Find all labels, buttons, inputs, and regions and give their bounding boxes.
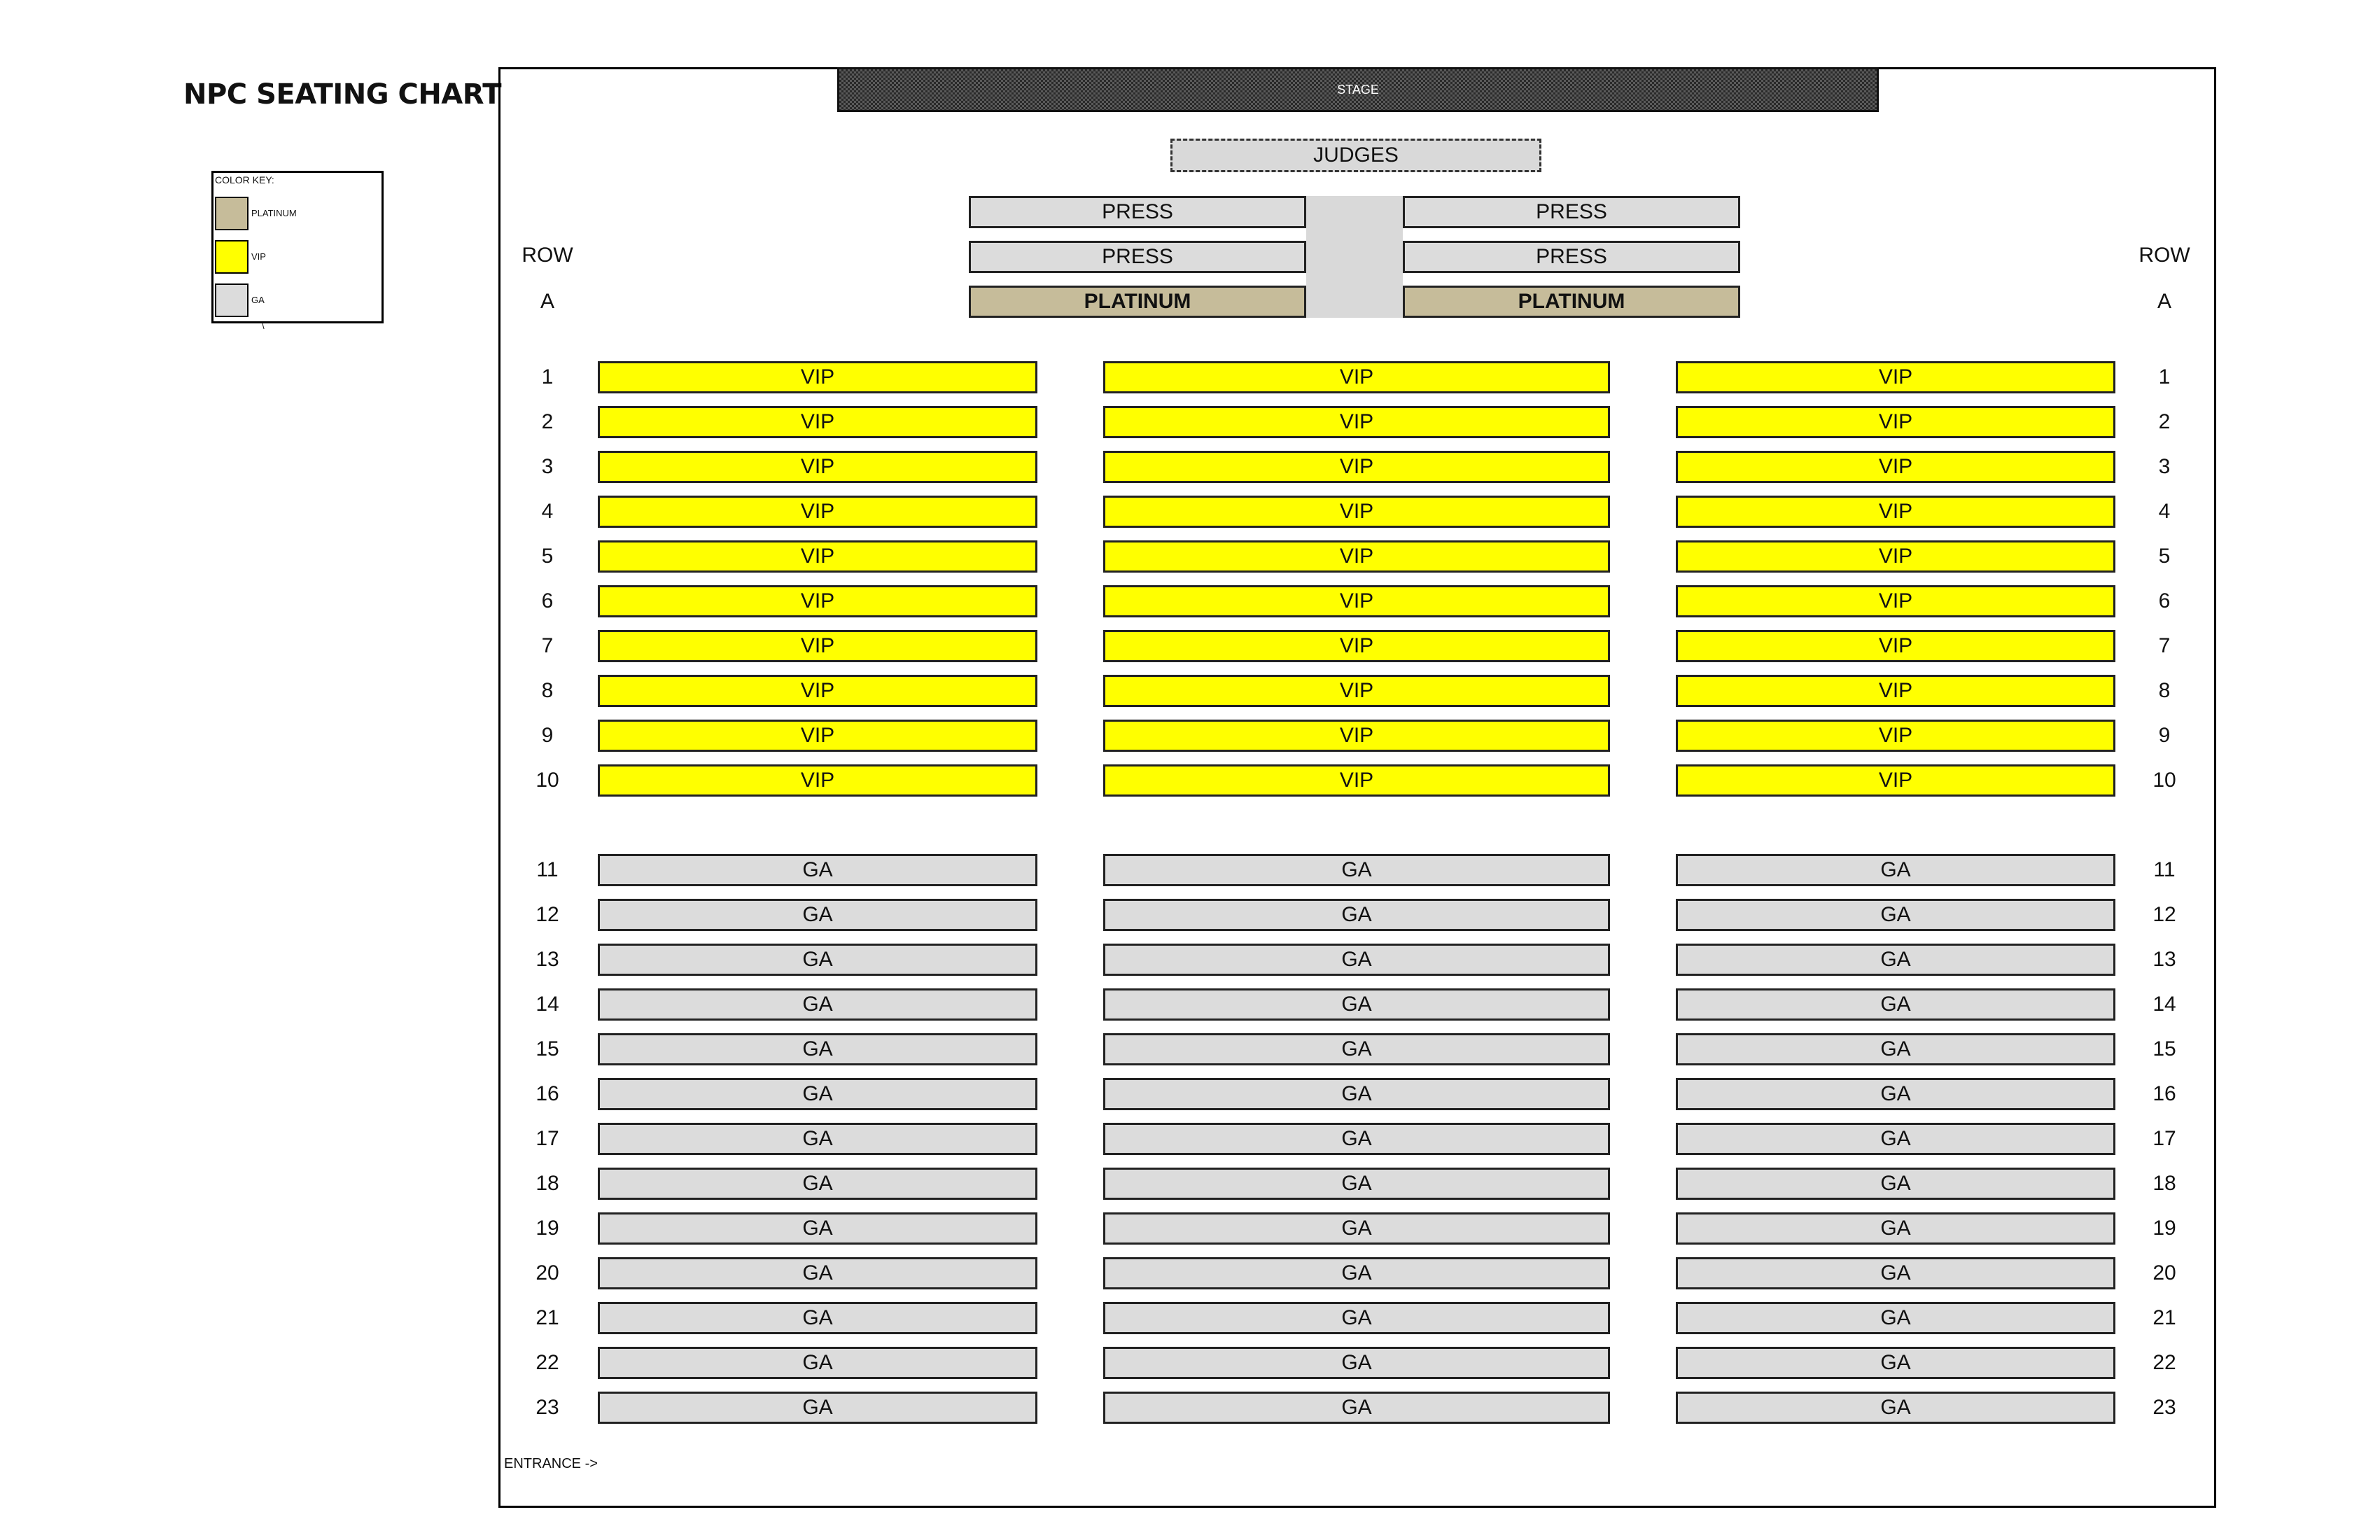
row-label-left: 5 (541, 545, 554, 568)
row-label-right: 7 (2158, 634, 2171, 657)
row-label-right: 3 (2158, 455, 2171, 478)
stage: STAGE (837, 67, 1879, 112)
row-label-right: 8 (2158, 679, 2171, 702)
ga-section-left[interactable]: GA (598, 1257, 1037, 1289)
row-label-left: 4 (541, 500, 554, 523)
row-label-right: 21 (2152, 1306, 2176, 1329)
page-title: NPC SEATING CHART (183, 78, 502, 111)
key-tick-mark: \ (262, 321, 265, 331)
ga-section-center[interactable]: GA (1103, 1392, 1610, 1424)
row-label-right: 13 (2152, 948, 2176, 971)
row-label-right: 16 (2152, 1082, 2176, 1105)
vip-section-right[interactable]: VIP (1676, 406, 2115, 438)
vip-section-center[interactable]: VIP (1103, 585, 1610, 617)
row-label-right: 17 (2152, 1127, 2176, 1150)
ga-section-right[interactable]: GA (1676, 944, 2115, 976)
entrance-label: ENTRANCE -> (504, 1456, 598, 1471)
ga-section-center[interactable]: GA (1103, 1347, 1610, 1379)
row-label-left: 14 (536, 993, 559, 1016)
vip-section-right[interactable]: VIP (1676, 720, 2115, 752)
row-label-right: 6 (2158, 589, 2171, 612)
row-label-right: 4 (2158, 500, 2171, 523)
ga-section-center[interactable]: GA (1103, 1078, 1610, 1110)
press-section-right-2[interactable]: PRESS (1403, 241, 1740, 273)
row-label-a-left: A (540, 290, 554, 313)
ga-section-right[interactable]: GA (1676, 1078, 2115, 1110)
row-header-left: ROW (522, 244, 573, 267)
ga-section-right[interactable]: GA (1676, 1392, 2115, 1424)
ga-section-right[interactable]: GA (1676, 1033, 2115, 1065)
ga-section-left[interactable]: GA (598, 1212, 1037, 1245)
ga-key-label: GA (251, 295, 265, 305)
ga-section-left[interactable]: GA (598, 1302, 1037, 1334)
row-label-left: 19 (536, 1217, 559, 1240)
row-label-right: 15 (2152, 1037, 2176, 1060)
vip-section-center[interactable]: VIP (1103, 540, 1610, 573)
vip-section-left[interactable]: VIP (598, 764, 1037, 797)
press-section-left-2[interactable]: PRESS (969, 241, 1306, 273)
vip-section-left[interactable]: VIP (598, 720, 1037, 752)
press-section-right-1[interactable]: PRESS (1403, 196, 1740, 228)
ga-section-center[interactable]: GA (1103, 899, 1610, 931)
row-label-left: 13 (536, 948, 559, 971)
color-key-title: COLOR KEY: (215, 174, 274, 186)
row-label-right: 2 (2158, 410, 2171, 433)
ga-section-left[interactable]: GA (598, 988, 1037, 1021)
platinum-key-label: PLATINUM (251, 208, 297, 218)
vip-section-right[interactable]: VIP (1676, 451, 2115, 483)
row-label-right: 18 (2152, 1172, 2176, 1195)
ga-section-center[interactable]: GA (1103, 1212, 1610, 1245)
row-label-left: 23 (536, 1396, 559, 1419)
row-label-left: 16 (536, 1082, 559, 1105)
vip-section-center[interactable]: VIP (1103, 361, 1610, 393)
row-label-left: 10 (536, 769, 559, 792)
vip-section-right[interactable]: VIP (1676, 540, 2115, 573)
ga-section-right[interactable]: GA (1676, 1347, 2115, 1379)
ga-section-right[interactable]: GA (1676, 899, 2115, 931)
ga-section-center[interactable]: GA (1103, 1302, 1610, 1334)
row-label-right: 11 (2153, 858, 2176, 881)
vip-section-center[interactable]: VIP (1103, 451, 1610, 483)
ga-section-center[interactable]: GA (1103, 1168, 1610, 1200)
row-label-right: 1 (2158, 365, 2171, 388)
ga-section-center[interactable]: GA (1103, 944, 1610, 976)
row-label-left: 2 (541, 410, 554, 433)
vip-section-left[interactable]: VIP (598, 540, 1037, 573)
platinum-section-right[interactable]: PLATINUM (1403, 286, 1740, 318)
row-label-right: 5 (2158, 545, 2171, 568)
vip-key-label: VIP (251, 251, 266, 262)
vip-section-left[interactable]: VIP (598, 630, 1037, 662)
vip-section-center[interactable]: VIP (1103, 720, 1610, 752)
row-label-left: 17 (536, 1127, 559, 1150)
vip-section-right[interactable]: VIP (1676, 675, 2115, 707)
row-label-right: 19 (2152, 1217, 2176, 1240)
press-section-left-1[interactable]: PRESS (969, 196, 1306, 228)
vip-section-center[interactable]: VIP (1103, 764, 1610, 797)
ga-section-left[interactable]: GA (598, 1123, 1037, 1155)
ga-section-right[interactable]: GA (1676, 1257, 2115, 1289)
vip-section-right[interactable]: VIP (1676, 630, 2115, 662)
vip-section-left[interactable]: VIP (598, 451, 1037, 483)
vip-swatch (215, 240, 248, 274)
vip-section-left[interactable]: VIP (598, 496, 1037, 528)
ga-section-left[interactable]: GA (598, 854, 1037, 886)
ga-section-right[interactable]: GA (1676, 1123, 2115, 1155)
row-label-right: 22 (2152, 1351, 2176, 1374)
vip-section-left[interactable]: VIP (598, 675, 1037, 707)
row-label-left: 21 (536, 1306, 559, 1329)
vip-section-center[interactable]: VIP (1103, 675, 1610, 707)
row-header-right: ROW (2138, 244, 2190, 267)
ga-section-left[interactable]: GA (598, 1347, 1037, 1379)
row-label-left: 15 (536, 1037, 559, 1060)
row-label-a-right: A (2157, 290, 2171, 313)
vip-section-right[interactable]: VIP (1676, 361, 2115, 393)
ga-section-center[interactable]: GA (1103, 988, 1610, 1021)
platinum-section-left[interactable]: PLATINUM (969, 286, 1306, 318)
row-label-right: 9 (2158, 724, 2171, 747)
vip-section-left[interactable]: VIP (598, 585, 1037, 617)
ga-section-left[interactable]: GA (598, 1033, 1037, 1065)
row-label-left: 12 (536, 903, 559, 926)
vip-section-center[interactable]: VIP (1103, 406, 1610, 438)
ga-section-center[interactable]: GA (1103, 1123, 1610, 1155)
row-label-left: 18 (536, 1172, 559, 1195)
row-label-left: 8 (541, 679, 554, 702)
row-label-right: 14 (2152, 993, 2176, 1016)
ga-section-right[interactable]: GA (1676, 1302, 2115, 1334)
ga-section-right[interactable]: GA (1676, 1212, 2115, 1245)
row-label-left: 20 (536, 1261, 559, 1284)
row-label-left: 7 (541, 634, 554, 657)
row-label-left: 22 (536, 1351, 559, 1374)
judges-table: JUDGES (1170, 139, 1541, 172)
color-key (211, 171, 384, 323)
row-label-left: 11 (536, 858, 559, 881)
vip-section-center[interactable]: VIP (1103, 630, 1610, 662)
row-label-right: 12 (2152, 903, 2176, 926)
row-label-left: 6 (541, 589, 554, 612)
center-aisle (1306, 196, 1403, 318)
vip-section-center[interactable]: VIP (1103, 496, 1610, 528)
row-label-left: 9 (541, 724, 554, 747)
vip-section-left[interactable]: VIP (598, 406, 1037, 438)
ga-section-right[interactable]: GA (1676, 988, 2115, 1021)
vip-section-right[interactable]: VIP (1676, 764, 2115, 797)
ga-section-right[interactable]: GA (1676, 854, 2115, 886)
vip-section-left[interactable]: VIP (598, 361, 1037, 393)
platinum-swatch (215, 197, 248, 230)
ga-section-left[interactable]: GA (598, 1392, 1037, 1424)
ga-section-left[interactable]: GA (598, 944, 1037, 976)
row-label-left: 3 (541, 455, 554, 478)
vip-section-right[interactable]: VIP (1676, 496, 2115, 528)
vip-section-right[interactable]: VIP (1676, 585, 2115, 617)
ga-section-right[interactable]: GA (1676, 1168, 2115, 1200)
ga-section-center[interactable]: GA (1103, 1257, 1610, 1289)
ga-section-center[interactable]: GA (1103, 854, 1610, 886)
ga-section-left[interactable]: GA (598, 1078, 1037, 1110)
row-label-right: 23 (2152, 1396, 2176, 1419)
ga-swatch (215, 284, 248, 317)
row-label-right: 10 (2152, 769, 2176, 792)
ga-section-left[interactable]: GA (598, 1168, 1037, 1200)
ga-section-left[interactable]: GA (598, 899, 1037, 931)
row-label-left: 1 (541, 365, 554, 388)
row-label-right: 20 (2152, 1261, 2176, 1284)
ga-section-center[interactable]: GA (1103, 1033, 1610, 1065)
